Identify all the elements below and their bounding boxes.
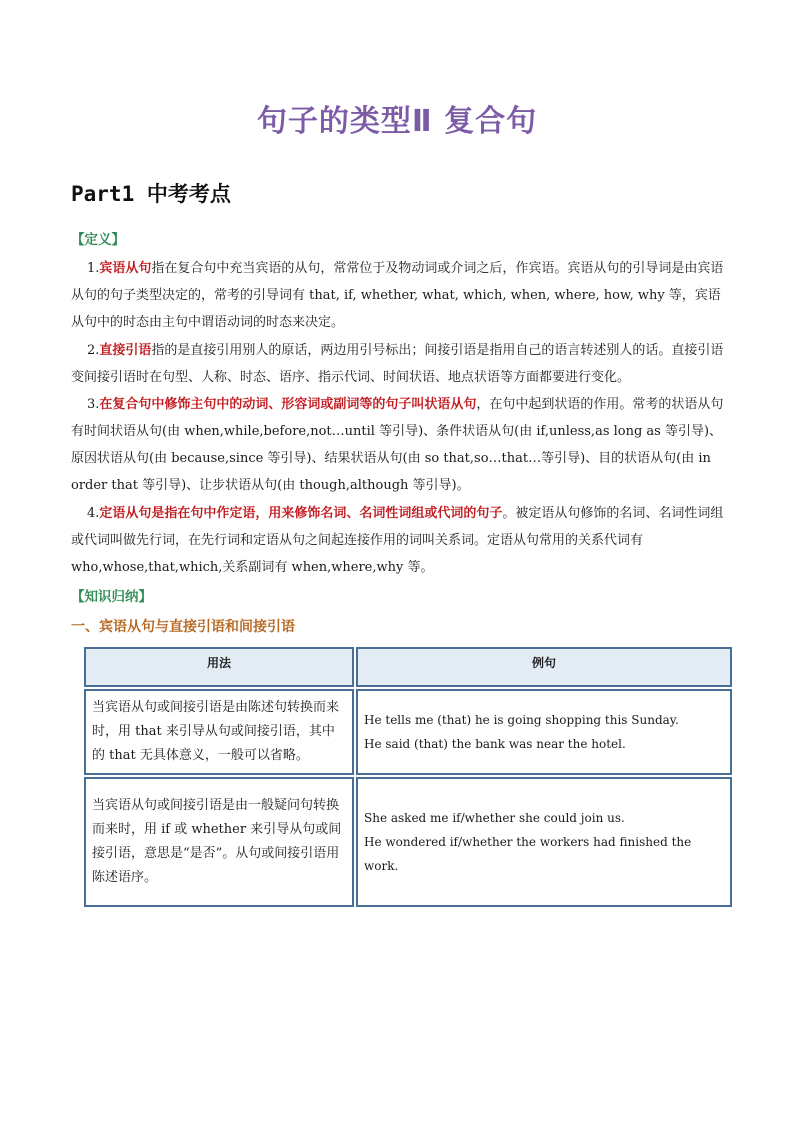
part-heading: Part1 中考考点 [71,182,231,206]
definition-number: 2. [87,343,100,358]
definition-paragraph-3 [71,391,731,499]
definition-paragraph-4 [71,500,731,581]
definition-number: 3. [87,397,100,412]
table-row [83,776,735,908]
definition-paragraph-1 [71,255,731,336]
definition-highlight: 直接引语 [99,343,152,358]
definition-number: 4. [87,506,100,521]
definition-highlight: 在复合句中修饰主句中的动词、形容词或副词等的句子叫状语从句 [99,397,477,412]
table-header-usage: 用法 [84,647,354,687]
examples-cell [356,777,732,907]
definition-text: 。被定语从句修饰的名词、名词性词组或代词叫做先行词，在先行词和定语从句之间起连接作用的词叫关系词。定语从句常用的关系代词有 who,whose,that,which,关系副词有 when,where,why 等。 [71,506,724,575]
definition-text: 指在复合句中充当宾语的从句，常常位于及物动词或介词之后，作宾语。宾语从句的引导词是由宾语从句的句子类型决定的，常考的引导词有 that, if, whether, what, which, when, where, how, why 等，宾语从句中的时态由主句中谓语动词的时态来决定。 [71,261,724,330]
definition-text: ，在句中起到状语的作用。常考的状语从句有时间状语从句(由 when,while,before,not…until 等引导)、条件状语从句(由 if,unless,as long as 等引导)、原因状语从句(由 because,since 等引导)、结果状语从句(由 so that,so…that…等引导)、目的状语从句(由 in order that 等引导)、让步状语从句(由 though,although 等引导)。 [71,397,724,493]
definition-number: 1. [87,261,100,276]
example-sentence: He wondered if/whether the workers had finished the work. [364,835,692,873]
usage-table [83,646,735,908]
definition-paragraph-2 [71,337,731,391]
knowledge-tag: 【知识归纳】 [71,589,152,605]
table-header-examples: 例句 [356,647,732,687]
definition-text: 指的是直接引用别人的原话，两边用引号标出；间接引语是指用自己的语言转述别人的话。直接引语变间接引语时在句型、人称、时态、语序、指示代词、时间状语、地点状语等方面都要进行变化。 [71,343,724,385]
table-row [83,688,735,776]
document-title: 句子的类型Ⅱ 复合句 [256,104,538,139]
usage-cell [84,777,354,907]
examples-cell [356,689,732,775]
example-sentence: He tells me (that) he is going shopping this Sunday. [364,713,679,727]
usage-text: 当宾语从句或间接引语是由一般疑问句转换而来时，用 if 或 whether 来引导从句或间接引语，意思是“是否”。从句或间接引语用陈述语序。 [92,798,342,885]
usage-text: 当宾语从句或间接引语是由陈述句转换而来时，用 that 来引导从句或间接引语，其中的 that 无具体意义，一般可以省略。 [92,700,340,763]
definition-tag: 【定义】 [71,232,125,248]
definition-highlight: 定语从句是指在句中作定语，用来修饰名词、名词性词组或代词的句子 [99,506,503,521]
usage-cell [84,689,354,775]
section-heading: 一、宾语从句与直接引语和间接引语 [71,619,295,635]
example-sentence: He said (that) the bank was near the hotel. [364,737,626,751]
table-header-row [83,646,735,688]
example-sentence: She asked me if/whether she could join us. [364,811,625,825]
definition-highlight: 宾语从句 [99,261,152,276]
